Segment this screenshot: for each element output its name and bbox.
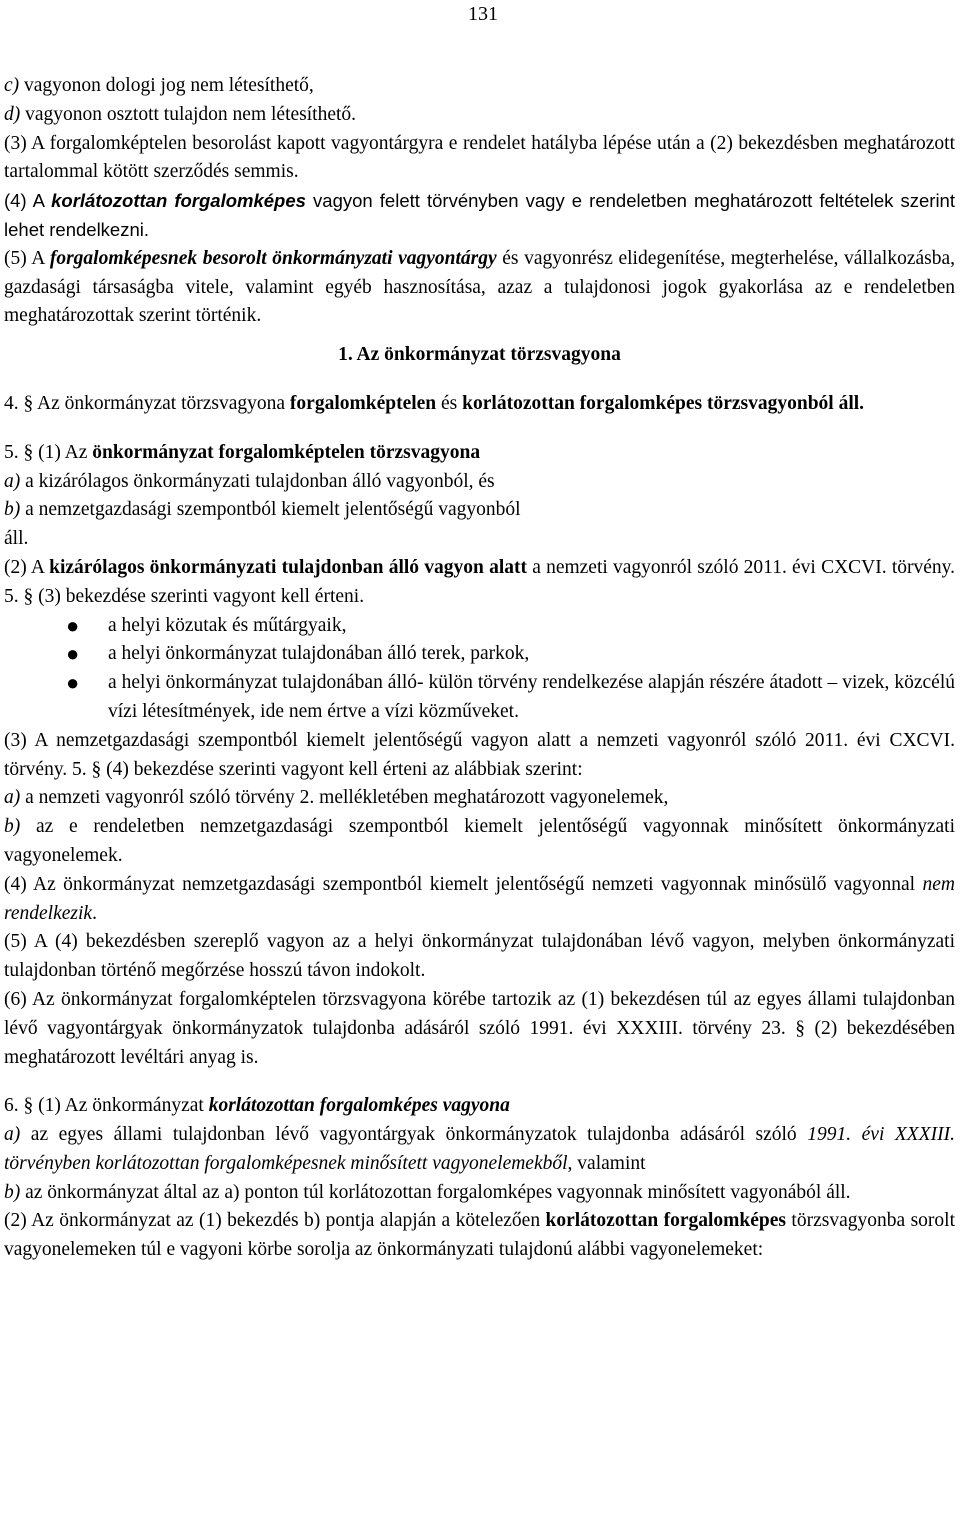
section-6-a [4, 1121, 955, 1179]
emphasis: korlátozottan forgalomképes törzsvagyonból áll. [462, 392, 865, 414]
emphasis: 1991. évi XXXIII. törvényben korlátozottan forgalomképesnek minősített vagyonelemekből [4, 1124, 955, 1174]
section-6-2 [4, 1207, 955, 1265]
item-label: c) [4, 75, 20, 96]
text: 5. § (1) Az [4, 441, 93, 463]
section-6-b [4, 1179, 955, 1208]
emphasis: kizárólagos önkormányzati tulajdonban álló vagyon alatt [49, 556, 527, 578]
paragraph-d [4, 101, 955, 130]
item-text: vagyonon dologi jog nem létesíthető, [19, 75, 314, 96]
text: és [436, 392, 463, 414]
item-text: a nemzetgazdasági szempontból kiemelt jelentőségű vagyonból [20, 499, 521, 521]
section-6-1 [4, 1092, 955, 1121]
heading-text: 1. Az önkormányzat törzsvagyona [338, 344, 621, 366]
item-text: vagyonon osztott tulajdon nem létesíthető. [20, 103, 357, 125]
section-5-a [4, 468, 955, 497]
item-text: a kizárólagos önkormányzati tulajdonban álló vagyonból, és [20, 470, 495, 492]
bullet-icon: ● [66, 641, 80, 667]
item-text: az egyes állami tulajdonban lévő vagyontárgyak önkormányzatok tulajdonba adásáról szóló [20, 1124, 808, 1146]
bullet-list [4, 612, 955, 727]
text: (4) Az önkormányzat nemzetgazdasági szempontból kiemelt jelentőségű nemzeti vagyonnak minősülő vagyonnal [4, 873, 923, 895]
section-5-3: (3) A nemzetgazdasági szempontból kiemelt jelentőségű vagyon alatt a nemzeti vagyonról szóló 2011. évi CXCVI. törvény. 5. § (4) bekezdése szerinti vagyont kell érteni az alábbiak szerint: [4, 729, 955, 780]
text: vagyon felett törvényben vagy e rendeletben meghatározott feltételek szerint lehet rendelkezni. [4, 190, 955, 240]
text: . [92, 902, 97, 924]
section-5-1 [4, 439, 955, 468]
item-text: , valamint [567, 1152, 646, 1174]
list-item-text: a helyi önkormányzat tulajdonában álló terek, parkok, [108, 643, 530, 665]
list-item [4, 640, 955, 669]
list-item-text: a helyi önkormányzat tulajdonában álló- külön törvény rendelkezése alapján részére átadott – vizek, közcélú vízi létesítmények, ide nem értve a vízi közműveket. [108, 672, 955, 722]
item-text: az e rendeletben nemzetgazdasági szempontból kiemelt jelentőségű vagyonnak minősített önkormányzati vagyonelemek. [4, 816, 955, 866]
emphasis: nem rendelkezik [4, 873, 955, 924]
item-text: a nemzeti vagyonról szóló törvény 2. mellékletében meghatározott vagyonelemek, [20, 787, 669, 809]
list-item-text: a helyi közutak és műtárgyaik, [108, 614, 347, 636]
emphasis: korlátozottan forgalomképes [545, 1210, 786, 1232]
section-5-4 [4, 871, 955, 929]
paragraph-3: (3) A forgalomképtelen besorolást kapott vagyontárgyra e rendelet hatályba lépése után a (2) bekezdésben meghatározott tartalommal kötött szerződés semmis. [4, 132, 955, 183]
paragraph-4 [4, 187, 955, 245]
emphasis: korlátozottan forgalomképes vagyona [208, 1095, 510, 1117]
section-5-6: (6) Az önkormányzat forgalomképtelen törzsvagyona körébe tartozik az (1) bekezdésen túl az egyes állami tulajdonban lévő vagyontárgyak önkormányzatok tulajdonba adásáról szóló 1991. évi XXXIII. törvény 23. § (2) bekezdésében meghatározott levéltári anyag is. [4, 988, 955, 1068]
text: 6. § (1) Az önkormányzat [4, 1095, 209, 1117]
section-4 [4, 390, 955, 419]
emphasis: forgalomképtelen [289, 392, 437, 414]
bullet-icon: ● [66, 612, 80, 638]
text: törzsvagyonba sorolt vagyonelemeken túl e vagyoni körbe sorolja az önkormányzati tulajdonú alábbi vagyonelemeket: [4, 1210, 955, 1261]
item-label: a) [4, 1124, 21, 1146]
emphasis: korlátozottan forgalomképes [51, 190, 306, 212]
item-label: b) [4, 1181, 21, 1203]
section-5-b [4, 496, 955, 525]
emphasis: önkormányzat forgalomképtelen törzsvagyona [92, 441, 481, 463]
item-label: a) [4, 470, 21, 492]
paragraph-c [4, 72, 955, 101]
text: (2) Az önkormányzat az (1) bekezdés b) pontja alapján a kötelezően [4, 1210, 546, 1232]
section-heading [4, 341, 955, 370]
text: (5) A [4, 247, 50, 269]
item-label: d) [4, 103, 21, 125]
section-5-3-a [4, 784, 955, 813]
emphasis: forgalomképesnek besorolt önkormányzati vagyontárgy [49, 247, 497, 269]
document-body [4, 72, 955, 1265]
text: (2) A [4, 556, 50, 578]
item-label: b) [4, 816, 21, 838]
page-number: 131 [468, 3, 498, 25]
section-5-3-b [4, 813, 955, 871]
paragraph-5 [4, 245, 955, 331]
section-5-all: áll. [4, 528, 29, 550]
item-label: a) [4, 787, 21, 809]
text: a nemzeti vagyonról szóló 2011. évi CXCVI. törvény. 5. § (3) bekezdése szerinti vagyont kell érteni. [4, 556, 956, 607]
item-text: az önkormányzat által az a) ponton túl korlátozottan forgalomképes vagyonnak minősített vagyonából áll. [20, 1181, 851, 1203]
section-5-2 [4, 554, 955, 612]
bullet-icon: ● [66, 670, 80, 696]
section-5-5: (5) A (4) bekezdésben szereplő vagyon az a helyi önkormányzat tulajdonában lévő vagyon, melyben önkormányzati tulajdonban történő megőrzése hosszú távon indokolt. [4, 931, 955, 982]
text: és vagyonrész elidegenítése, megterhelése, vállalkozásba, gazdasági társaságba vitele, valamint egyéb hasznosítása, azaz a tulajdonosi jogok gyakorlása az e rendeletben meghatározottak szerint történik. [4, 247, 956, 327]
list-item [4, 669, 955, 727]
text: 4. § Az önkormányzat törzsvagyona [4, 392, 290, 414]
text: (4) A [4, 190, 52, 212]
item-label: b) [4, 499, 21, 521]
list-item [4, 612, 955, 641]
